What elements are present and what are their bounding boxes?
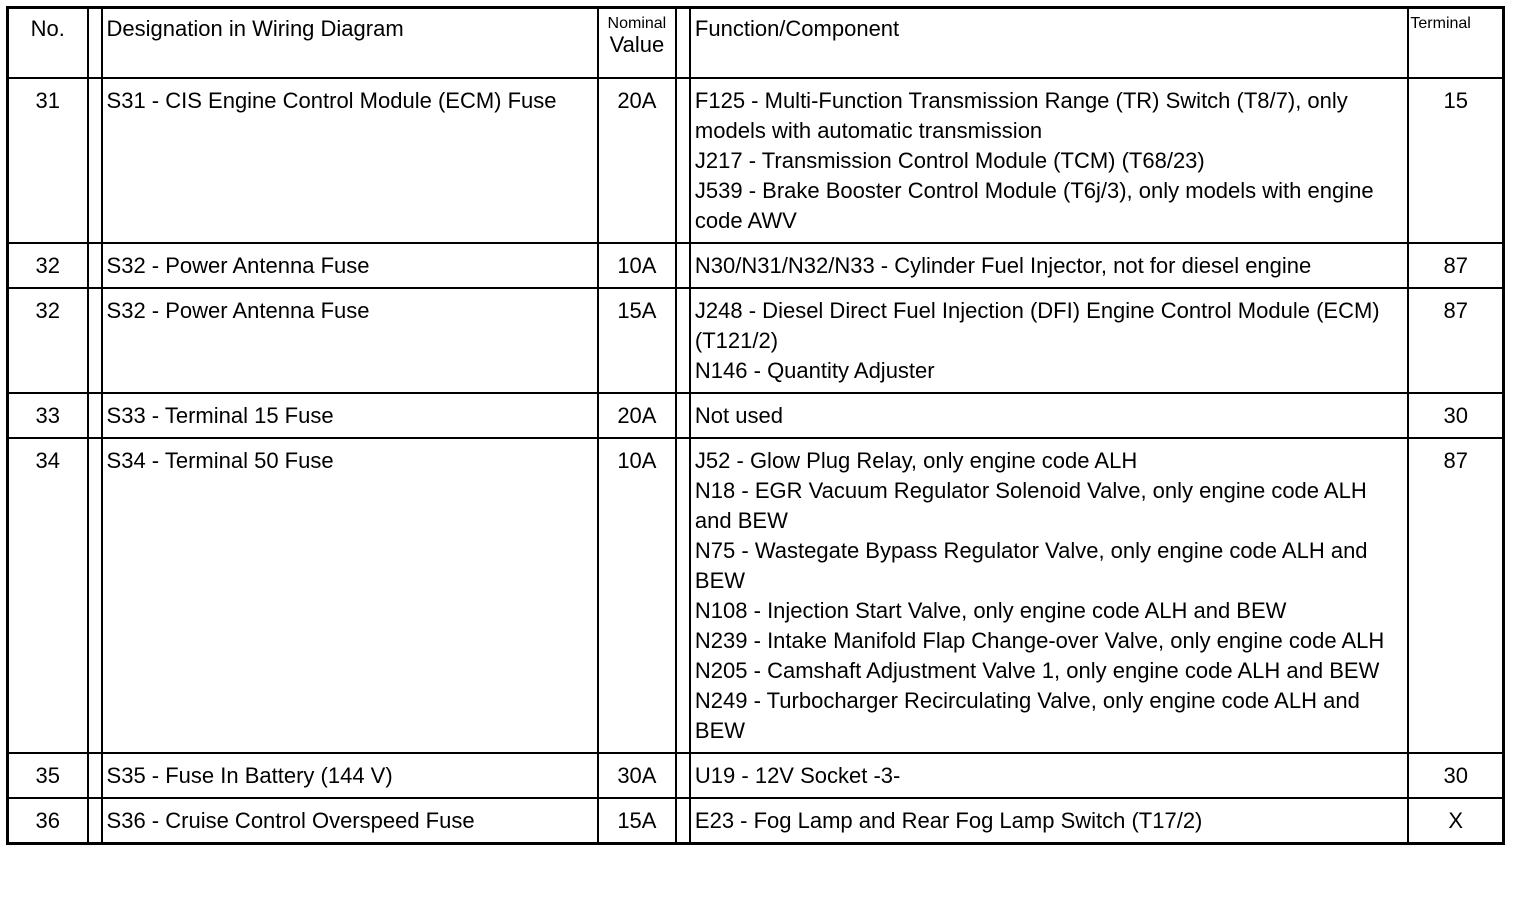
header-terminal-label: Terminal xyxy=(1410,15,1471,32)
table-row xyxy=(8,393,1504,438)
row-spacer xyxy=(88,243,102,288)
row-spacer xyxy=(676,288,690,393)
header-designation-label: Designation in Wiring Diagram xyxy=(106,16,404,41)
row-designation: S34 - Terminal 50 Fuse xyxy=(106,447,334,473)
header-terminal xyxy=(1408,8,1503,78)
header-no xyxy=(8,8,88,78)
header-nominal-value xyxy=(598,8,676,78)
function-line: J248 - Diesel Direct Fuel Injection (DFI) Engine Control Module (ECM) (T121/2) xyxy=(694,297,1380,353)
row-terminal: 30 xyxy=(1443,762,1468,788)
row-designation: S36 - Cruise Control Overspeed Fuse xyxy=(106,807,475,833)
header-no-label: No. xyxy=(30,16,65,41)
table-row xyxy=(8,438,1504,753)
row-designation: S33 - Terminal 15 Fuse xyxy=(106,402,334,428)
fuse-table xyxy=(6,6,1505,845)
function-line: N18 - EGR Vacuum Regulator Solenoid Valve, only engine code ALH and BEW xyxy=(694,477,1367,533)
table-body xyxy=(8,78,1504,844)
header-function xyxy=(690,8,1408,78)
table-row xyxy=(8,78,1504,243)
row-designation: S31 - CIS Engine Control Module (ECM) Fuse xyxy=(106,87,557,113)
table-row xyxy=(8,798,1504,844)
row-no: 34 xyxy=(35,447,61,473)
table-row xyxy=(8,753,1504,798)
row-designation: S32 - Power Antenna Fuse xyxy=(106,297,370,323)
row-designation: S32 - Power Antenna Fuse xyxy=(106,252,370,278)
row-value: 10A xyxy=(617,447,657,473)
fuse-table-container xyxy=(6,6,1505,845)
row-value: 30A xyxy=(617,762,657,788)
row-spacer xyxy=(676,438,690,753)
row-spacer xyxy=(88,288,102,393)
function-line: J52 - Glow Plug Relay, only engine code ALH xyxy=(694,447,1138,473)
row-value: 15A xyxy=(617,807,657,833)
row-spacer xyxy=(88,438,102,753)
table-row xyxy=(8,288,1504,393)
function-line: J539 - Brake Booster Control Module (T6j/3), only models with engine code AWV xyxy=(694,177,1374,233)
row-no: 35 xyxy=(35,762,61,788)
function-line: N205 - Camshaft Adjustment Valve 1, only engine code ALH and BEW xyxy=(694,657,1380,683)
header-designation xyxy=(102,8,598,78)
row-functions xyxy=(691,79,1407,242)
row-spacer xyxy=(88,753,102,798)
row-no: 32 xyxy=(35,252,61,278)
row-terminal: X xyxy=(1448,807,1464,833)
header-spacer-2 xyxy=(676,8,690,78)
function-line: N108 - Injection Start Valve, only engine code ALH and BEW xyxy=(694,597,1287,623)
row-terminal: 87 xyxy=(1443,447,1468,473)
row-functions xyxy=(691,754,1407,797)
row-spacer xyxy=(88,393,102,438)
row-functions xyxy=(691,799,1407,842)
function-line: N249 - Turbocharger Recirculating Valve, only engine code ALH and BEW xyxy=(694,687,1360,743)
row-value: 10A xyxy=(617,252,657,278)
row-value: 20A xyxy=(617,87,657,113)
function-line: N30/N31/N32/N33 - Cylinder Fuel Injector, not for diesel engine xyxy=(694,252,1312,278)
row-functions xyxy=(691,394,1407,437)
row-no: 31 xyxy=(35,87,61,113)
function-line: N239 - Intake Manifold Flap Change-over Valve, only engine code ALH xyxy=(694,627,1385,653)
row-terminal: 87 xyxy=(1443,297,1468,323)
row-spacer xyxy=(676,243,690,288)
header-value-label: Value xyxy=(609,32,665,57)
row-functions xyxy=(691,439,1407,752)
row-designation: S35 - Fuse In Battery (144 V) xyxy=(106,762,393,788)
header-spacer-1 xyxy=(88,8,102,78)
function-line: Not used xyxy=(694,402,783,428)
row-spacer xyxy=(676,78,690,243)
function-line: J217 - Transmission Control Module (TCM) (T68/23) xyxy=(694,147,1205,173)
row-terminal: 30 xyxy=(1443,402,1468,428)
row-spacer xyxy=(88,78,102,243)
row-functions xyxy=(691,244,1407,287)
row-spacer xyxy=(88,798,102,844)
row-value: 20A xyxy=(617,402,657,428)
row-no: 33 xyxy=(35,402,61,428)
table-header-row xyxy=(8,8,1504,78)
function-line: N146 - Quantity Adjuster xyxy=(694,357,935,383)
row-value: 15A xyxy=(617,297,657,323)
row-no: 32 xyxy=(35,297,61,323)
row-functions xyxy=(691,289,1407,392)
row-no: 36 xyxy=(35,807,61,833)
header-function-label: Function/Component xyxy=(694,16,900,41)
function-line: U19 - 12V Socket -3- xyxy=(694,762,901,788)
table-row xyxy=(8,243,1504,288)
header-nominal-label: Nominal xyxy=(607,15,667,32)
function-line: F125 - Multi-Function Transmission Range (TR) Switch (T8/7), only models with automatic transmission xyxy=(694,87,1348,143)
row-spacer xyxy=(676,393,690,438)
row-terminal: 15 xyxy=(1443,87,1468,113)
row-spacer xyxy=(676,798,690,844)
row-spacer xyxy=(676,753,690,798)
function-line: N75 - Wastegate Bypass Regulator Valve, only engine code ALH and BEW xyxy=(694,537,1368,593)
function-line: E23 - Fog Lamp and Rear Fog Lamp Switch (T17/2) xyxy=(694,807,1203,833)
row-terminal: 87 xyxy=(1443,252,1468,278)
